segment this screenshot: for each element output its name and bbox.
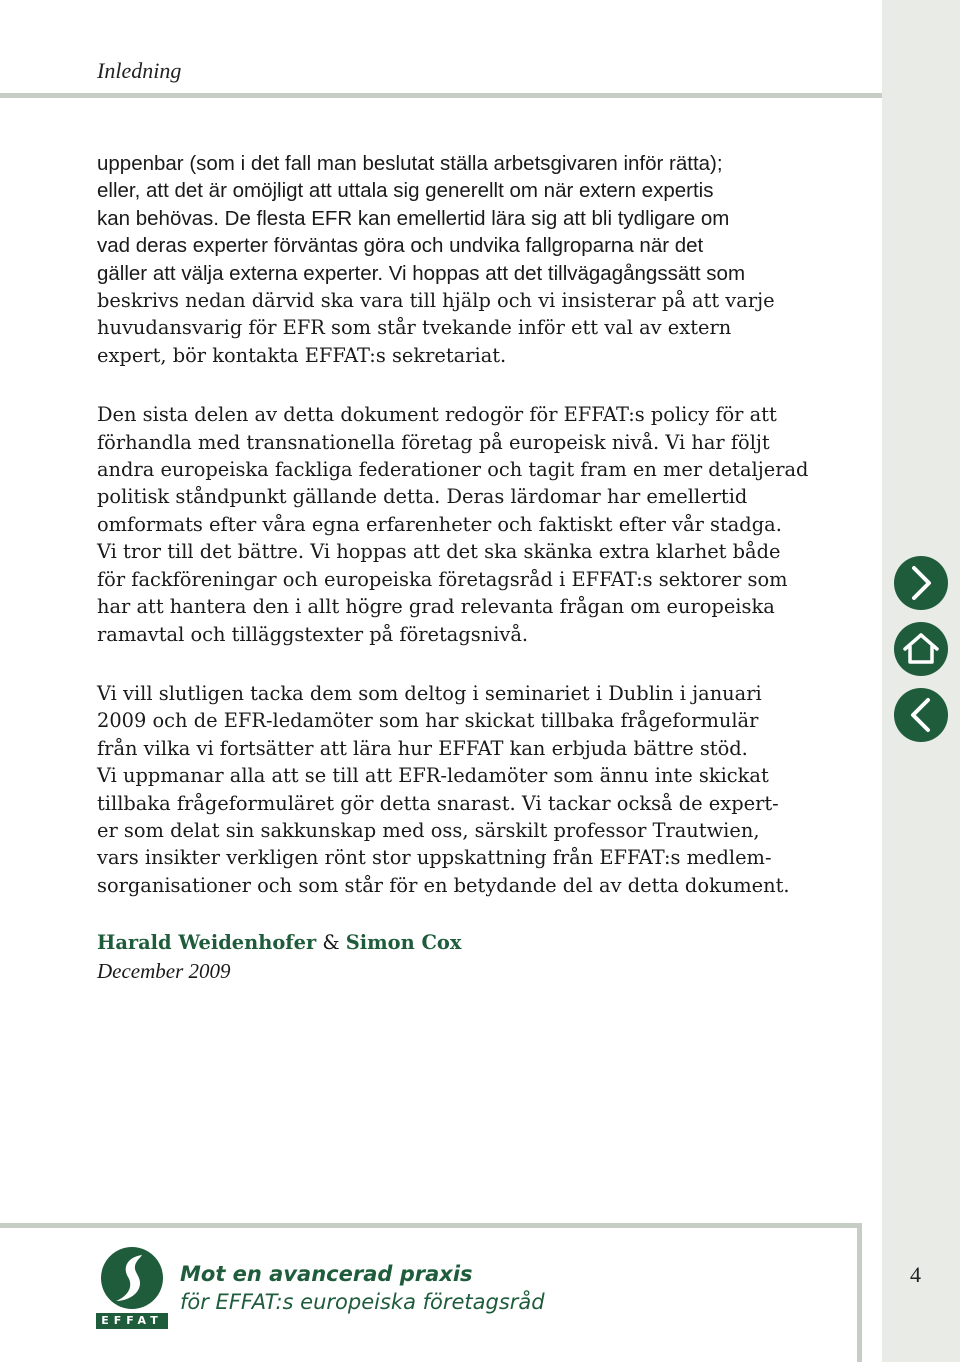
side-band <box>882 0 960 1362</box>
effat-logo <box>96 1245 168 1331</box>
signature-name-2: Simon Cox <box>345 931 462 955</box>
text-line: sorganisationer och som står för en betydande del av detta dokument. <box>97 873 790 897</box>
text-line: andra europeiska fackliga federationer och tagit fram en mer detaljerad <box>97 458 809 482</box>
text-line: Vi tror till det bättre. Vi hoppas att det ska skänka extra klarhet både <box>97 540 781 564</box>
footer-title: Mot en avancerad praxis <box>180 1262 473 1286</box>
text-line: eller, att det är omöjligt att uttala sig generellt om när extern expertis <box>97 179 714 203</box>
paragraph-3 <box>97 680 867 899</box>
text-line: ramavtal och tilläggstexter på företagsnivå. <box>97 622 529 646</box>
chevron-right-icon <box>894 556 948 610</box>
text-line: har att hantera den i allt högre grad relevanta frågan om europeiska <box>97 595 775 619</box>
home-icon <box>894 622 948 676</box>
signature-ampersand: & <box>322 931 340 955</box>
footer-rule-vertical <box>857 1223 862 1362</box>
paragraph-2 <box>97 401 867 648</box>
signature-names <box>97 929 867 957</box>
paragraph-1 <box>97 150 867 369</box>
text-line: Vi uppmanar alla att se till att EFR-ledamöter som ännu inte skickat <box>97 764 769 788</box>
previous-page-button[interactable] <box>894 688 948 742</box>
signature <box>97 929 867 985</box>
home-button[interactable] <box>894 622 948 676</box>
text-line: uppenbar (som i det fall man beslutat ställa arbetsgivaren inför rätta); <box>97 152 723 175</box>
text-line: politisk ståndpunkt gällande detta. Deras lärdomar har emellertid <box>97 485 748 509</box>
text-line: vad deras experter förväntas göra och undvika fallgroparna när det <box>97 234 704 258</box>
body-text <box>97 150 867 985</box>
text-line: förhandla med transnationella företag på europeisk nivå. Vi har följt <box>97 430 770 454</box>
text-line: omformats efter våra egna erfarenheter och faktiskt efter vår stadga. <box>97 512 782 536</box>
signature-name-1: Harald Weidenhofer <box>97 931 317 955</box>
text-line: er som delat sin sakkunskap med oss, särskilt professor Trautwien, <box>97 818 760 842</box>
text-line: för fackföreningar och europeiska företagsråd i EFFAT:s sektorer som <box>97 567 788 591</box>
text-line: huvudansvarig för EFR som står tvekande inför ett val av extern <box>97 316 732 340</box>
footer-subtitle: för EFFAT:s europeiska företagsråd <box>180 1290 545 1314</box>
text-line: tillbaka frågeformuläret gör detta snarast. Vi tackar också de expert- <box>97 791 779 815</box>
text-line: expert, bör kontakta EFFAT:s sekretariat. <box>97 343 507 367</box>
text-line: Den sista delen av detta dokument redogör för EFFAT:s policy för att <box>97 403 777 427</box>
section-title: Inledning <box>97 58 182 83</box>
text-line: gäller att välja externa experter. Vi hoppas att det tillvägagångssätt som <box>97 261 746 285</box>
effat-logo-mark <box>96 1245 168 1311</box>
text-line: vars insikter verkligen rönt stor uppskattning från EFFAT:s medlem- <box>97 846 772 870</box>
text-line: kan behövas. De flesta EFR kan emellertid lära sig att bli tydligare om <box>97 206 730 230</box>
next-page-button[interactable] <box>894 556 948 610</box>
effat-logo-text: EFFAT <box>96 1313 168 1329</box>
signature-date: December 2009 <box>97 959 231 984</box>
text-line: från vilka vi fortsätter att lära hur EFFAT kan erbjuda bättre stöd. <box>97 736 748 760</box>
footer-rule <box>0 1223 862 1228</box>
chevron-left-icon <box>894 688 948 742</box>
text-line: 2009 och de EFR-ledamöter som har skickat tillbaka frågeformulär <box>97 709 759 733</box>
header-rule <box>0 93 882 98</box>
text-line: Vi vill slutligen tacka dem som deltog i seminariet i Dublin i januari <box>97 681 762 705</box>
page-number: 4 <box>910 1262 921 1287</box>
text-line: beskrivs nedan därvid ska vara till hjälp och vi insisterar på att varje <box>97 289 775 313</box>
